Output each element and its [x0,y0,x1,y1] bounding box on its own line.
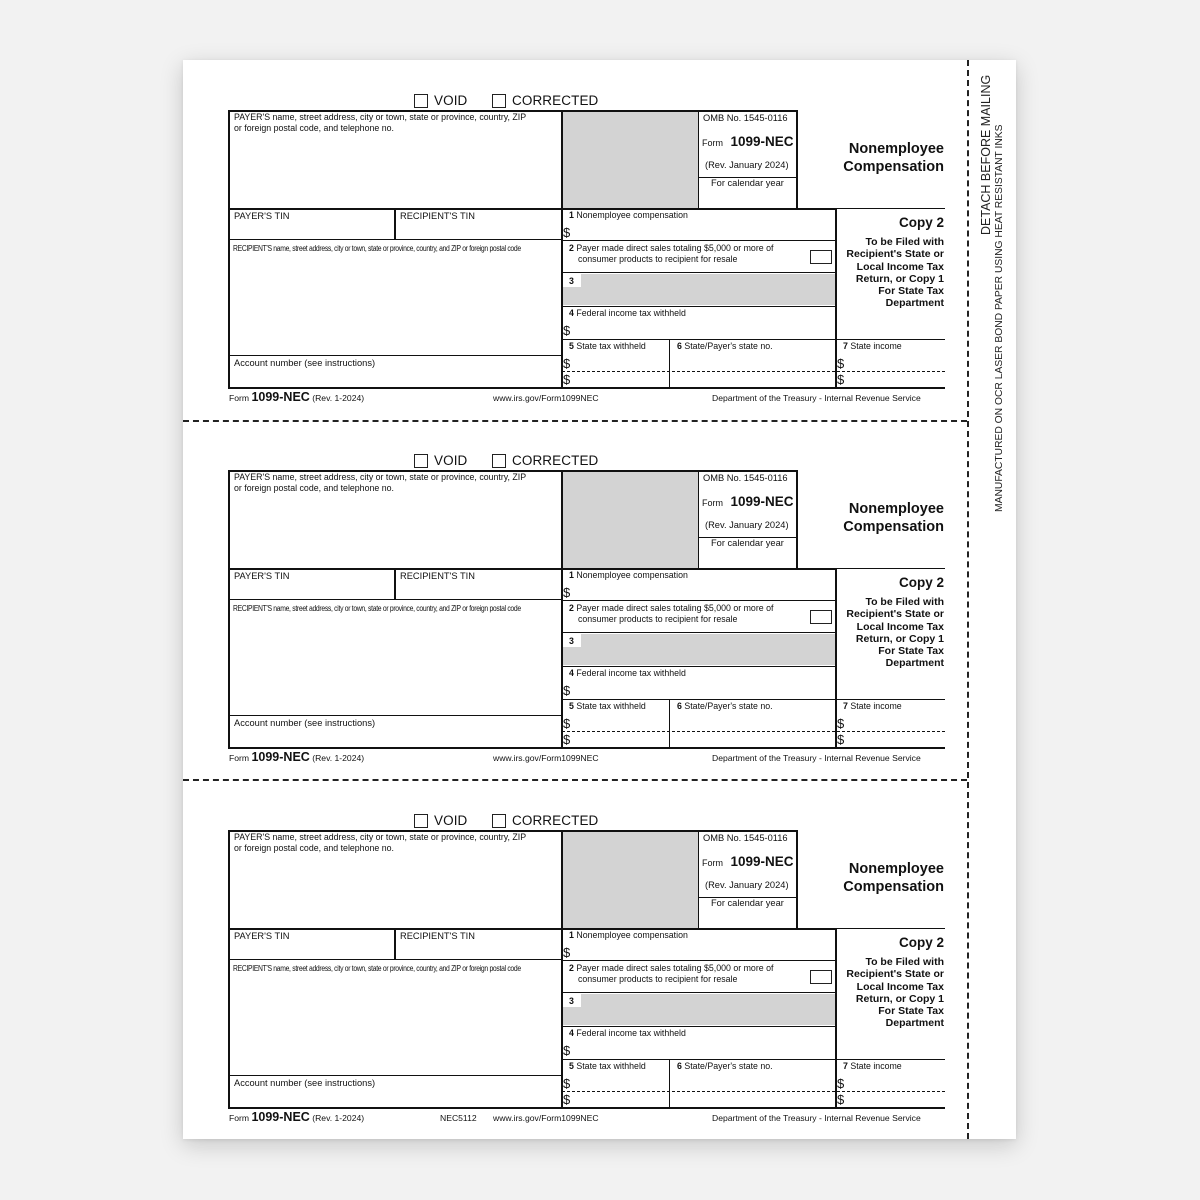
box2-label-2: consumer products to recipient for resale [578,614,738,624]
box4-dollar: $ [563,323,571,338]
revision: (Rev. January 2024) [705,160,789,170]
box5-dollar-2: $ [563,1092,571,1107]
footer-department: Department of the Treasury - Internal Revenue Service [712,753,921,763]
payer-label-2: or foreign postal code, and telephone no. [234,123,394,133]
box1-label: 1 Nonemployee compensation [569,210,688,220]
recipient-tin-label: RECIPIENT'S TIN [400,571,475,581]
recipient-label: RECIPIENT'S name, street address, city or town, state or province, country, and ZIP or foreign postal code [233,604,521,613]
recipient-label: RECIPIENT'S name, street address, city or town, state or province, country, and ZIP or foreign postal code [233,964,521,973]
footer-form-id: Form 1099-NEC (Rev. 1-2024) [229,390,365,404]
form-number-block [702,853,793,871]
footer-url[interactable]: www.irs.gov/Form1099NEC [493,753,599,763]
box3-shaded [563,634,835,665]
box7-label: 7 State income [843,701,902,711]
box3-label: 3 [569,276,574,286]
revision: (Rev. January 2024) [705,520,789,530]
box1-dollar: $ [563,945,571,960]
manufacture-notice: MANUFACTURED ON OCR LASER BOND PAPER USING HEAT RESISTANT INKS [994,124,1005,512]
box1-dollar: $ [563,225,571,240]
title-line-2: Compensation [843,879,944,895]
detach-notice: DETACH BEFORE MAILING [979,74,993,235]
payer-label-2: or foreign postal code, and telephone no. [234,843,394,853]
title-line-2: Compensation [843,159,944,175]
omb-number: OMB No. 1545-0116 [703,833,788,843]
corrected-label: CORRECTED [512,813,599,828]
account-number-label: Account number (see instructions) [234,1078,376,1088]
checkbox-box[interactable] [414,94,428,108]
copy-title: Copy 2 [898,935,944,950]
checkbox-box[interactable] [492,454,506,468]
payer-tin-label: PAYER'S TIN [234,571,290,581]
box1-dollar: $ [563,585,571,600]
box1-label: 1 Nonemployee compensation [569,930,688,940]
void-checkbox[interactable] [414,453,467,468]
box2-label-2: consumer products to recipient for resale [578,254,738,264]
row2-top [562,600,836,601]
row3-top [562,272,836,273]
omb-right [796,830,798,928]
form-title [800,500,944,536]
form-prefix: Form [702,138,723,148]
form-left [228,110,230,389]
calendar-year-label: For calendar year [711,538,784,548]
title-line-1: Nonemployee [848,141,944,157]
form-bottom [228,1107,945,1109]
footer-form-id: Form 1099-NEC (Rev. 1-2024) [229,1110,365,1124]
box4-dollar: $ [563,1043,571,1058]
footer-url[interactable]: www.irs.gov/Form1099NEC [493,1113,599,1123]
form-prefix: Form [702,498,723,508]
corrected-checkbox[interactable] [492,813,598,828]
row1-top [228,208,836,210]
row1-top [228,568,836,570]
box7-dollar-2: $ [837,372,845,387]
row1-top [228,928,836,930]
copy-title: Copy 2 [898,215,944,230]
void-checkbox[interactable] [414,813,467,828]
tin-bottom [228,599,562,600]
footer-code: NEC5112 [440,1113,477,1123]
checkbox-box[interactable] [414,814,428,828]
divider-mid [561,830,563,1108]
copy-instructions: To be Filed with Recipient's State or Local Income Tax Return, or Copy 1 For State Tax Department [846,236,944,310]
box3-shaded [563,274,835,305]
checkbox-box[interactable] [492,94,506,108]
revision: (Rev. January 2024) [705,880,789,890]
form-copy-1 [0,0,1200,404]
form-number-block [702,493,793,511]
footer-department: Department of the Treasury - Internal Revenue Service [712,1113,921,1123]
omb-right [796,470,798,568]
box4-label: 4 Federal income tax withheld [569,1028,686,1038]
form-number: 1099-NEC [730,494,794,509]
shaded-box-top [563,831,698,928]
payer-label: PAYER'S name, street address, city or town, state or province, country, ZIP [234,832,527,842]
form-number: 1099-NEC [730,134,794,149]
box7-dollar-1: $ [837,716,845,731]
void-label: VOID [434,93,468,108]
form-title [800,860,944,896]
payer-tin-label: PAYER'S TIN [234,211,290,221]
title-line-1: Nonemployee [848,501,944,517]
omb-number: OMB No. 1545-0116 [703,473,788,483]
box4-label: 4 Federal income tax withheld [569,308,686,318]
divider-mid [561,470,563,748]
void-checkbox[interactable] [414,93,467,108]
box7-dollar-1: $ [837,1076,845,1091]
title-line-1: Nonemployee [848,861,944,877]
omb-number: OMB No. 1545-0116 [703,113,788,123]
omb-right [796,110,798,208]
calendar-year-label: For calendar year [711,898,784,908]
footer-form-id: Form 1099-NEC (Rev. 1-2024) [229,750,365,764]
box7-dollar-2: $ [837,732,845,747]
box5-label: 5 State tax withheld [569,1061,646,1071]
box7-dollar-2: $ [837,1092,845,1107]
corrected-label: CORRECTED [512,453,599,468]
box5-dollar-2: $ [563,732,571,747]
box5-dollar-1: $ [563,356,571,371]
row3-top [562,992,836,993]
box5-dollar-2: $ [563,372,571,387]
tin-divider [394,568,396,600]
box2-label: 2 Payer made direct sales totaling $5,000 or more of [569,963,774,973]
account-top [228,355,562,356]
payer-label-2: or foreign postal code, and telephone no. [234,483,394,493]
box4-label: 4 Federal income tax withheld [569,668,686,678]
calendar-year-label: For calendar year [711,178,784,188]
checkbox-box[interactable] [414,454,428,468]
box6-label: 6 State/Payer's state no. [677,1061,773,1071]
recipient-tin-label: RECIPIENT'S TIN [400,931,475,941]
corrected-checkbox[interactable] [492,93,598,108]
recipient-label: RECIPIENT'S name, street address, city or town, state or province, country, and ZIP or foreign postal code [233,244,521,253]
form-prefix: Form [702,858,723,868]
omb-left [698,830,699,928]
box2-label: 2 Payer made direct sales totaling $5,000 or more of [569,243,774,253]
box7-label: 7 State income [843,341,902,351]
copy-title: Copy 2 [898,575,944,590]
corrected-checkbox[interactable] [492,453,598,468]
omb-left [698,110,699,208]
shaded-box-top [563,111,698,208]
omb-left [698,470,699,568]
copy-instructions: To be Filed with Recipient's State or Local Income Tax Return, or Copy 1 For State Tax Department [846,956,944,1030]
right-col-top [836,928,945,929]
form-left [228,830,230,1109]
tin-bottom [228,959,562,960]
void-label: VOID [434,813,468,828]
right-col-top [836,568,945,569]
footer-department: Department of the Treasury - Internal Revenue Service [712,393,921,403]
box5-dollar-1: $ [563,716,571,731]
state-dash-row [562,1091,945,1092]
row3-top [562,632,836,633]
box2-label: 2 Payer made direct sales totaling $5,000 or more of [569,603,774,613]
box3-shaded [563,994,835,1025]
form-copy-3 [0,720,1200,1124]
account-number-label: Account number (see instructions) [234,718,376,728]
box6-label: 6 State/Payer's state no. [677,701,773,711]
box1-label: 1 Nonemployee compensation [569,570,688,580]
right-col-top [836,208,945,209]
form-title [800,140,944,176]
box3-label: 3 [569,996,574,1006]
tin-divider [394,928,396,960]
recipient-tin-label: RECIPIENT'S TIN [400,211,475,221]
row2-top [562,240,836,241]
tin-bottom [228,239,562,240]
box5-label: 5 State tax withheld [569,701,646,711]
box6-left [669,1059,670,1108]
box4-dollar: $ [563,683,571,698]
shaded-box-top [563,471,698,568]
form-number-block [702,133,793,151]
divider-mid [561,110,563,388]
box2-label-2: consumer products to recipient for resale [578,974,738,984]
account-top [228,715,562,716]
corrected-label: CORRECTED [512,93,599,108]
form-number: 1099-NEC [730,854,794,869]
box6-label: 6 State/Payer's state no. [677,341,773,351]
row2-top [562,960,836,961]
footer-url[interactable]: www.irs.gov/Form1099NEC [493,393,599,403]
checkbox-box[interactable] [492,814,506,828]
title-line-2: Compensation [843,519,944,535]
tin-divider [394,208,396,240]
void-label: VOID [434,453,468,468]
payer-tin-label: PAYER'S TIN [234,931,290,941]
box5-label: 5 State tax withheld [569,341,646,351]
payer-label: PAYER'S name, street address, city or town, state or province, country, ZIP [234,472,527,482]
account-top [228,1075,562,1076]
copy-instructions: To be Filed with Recipient's State or Local Income Tax Return, or Copy 1 For State Tax Department [846,596,944,670]
payer-label: PAYER'S name, street address, city or town, state or province, country, ZIP [234,112,527,122]
box5-dollar-1: $ [563,1076,571,1091]
form-copy-2 [0,360,1200,764]
form-left [228,470,230,749]
box7-label: 7 State income [843,1061,902,1071]
box7-dollar-1: $ [837,356,845,371]
box3-label: 3 [569,636,574,646]
account-number-label: Account number (see instructions) [234,358,376,368]
